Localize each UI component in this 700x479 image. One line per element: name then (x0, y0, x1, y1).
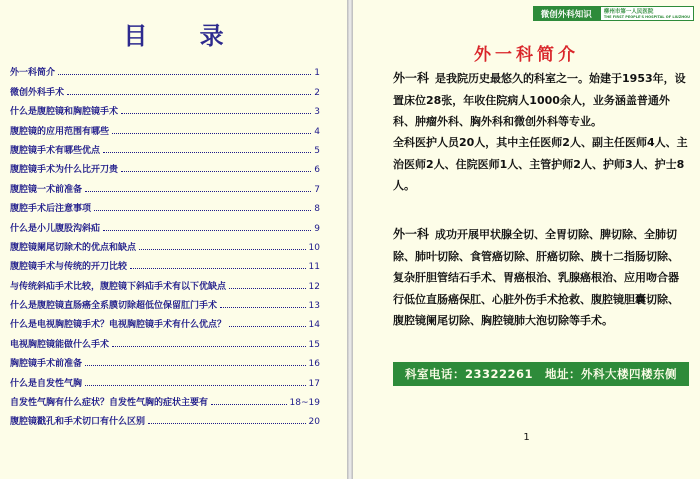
toc-leader-dots (121, 171, 311, 172)
toc-entry (10, 311, 320, 330)
toc-entry-page: 13 (308, 301, 320, 312)
toc-entry-text: 电视胸腔镜能做什么手术 (10, 339, 110, 350)
toc-entry-text: 腹腔镜一术前准备 (10, 184, 83, 195)
toc-entry (10, 78, 320, 97)
toc-entry-text: 腹腔镜戳孔和手术切口有什么区别 (10, 417, 146, 428)
toc-entry (10, 272, 320, 291)
toc-entry-page: 15 (308, 339, 320, 350)
toc-entry-text: 腹腔镜手术有哪些优点 (10, 145, 101, 156)
toc-leader-dots (112, 133, 311, 134)
paragraph-body: 全科医护人员20人，其中主任医师2人、副主任医师4人、主治医师2人、住院医师1人、主管护师2人、护师3人、护士8人。 (393, 136, 688, 192)
toc-entry-page: 1 (314, 68, 320, 79)
toc-entry (10, 292, 320, 311)
toc-entry-text: 腹腔镜阑尾切除术的优点和缺点 (10, 242, 137, 253)
toc-entry (10, 234, 320, 253)
toc-entry-text: 什么是腹腔镜和胸腔镜手术 (10, 107, 119, 118)
intro-paragraph-history (393, 68, 689, 133)
toc-entry-text: 什么是电视胸腔镜手术？电视胸腔镜手术有什么优点？ (10, 320, 227, 331)
toc-list (10, 59, 320, 427)
toc-entry (10, 195, 320, 214)
toc-leader-dots (220, 307, 306, 308)
toc-leader-dots (85, 191, 311, 192)
page-header (533, 6, 694, 21)
page-number: 1 (523, 432, 530, 443)
toc-entry-text: 腹腔镜手术为什么比开刀贵 (10, 165, 119, 176)
toc-entry-page: 16 (308, 359, 320, 370)
toc-entry-text: 与传统斜疝手术比较，腹腔镜下斜疝手术有以下优缺点 (10, 281, 227, 292)
toc-leader-dots (148, 423, 306, 424)
toc-leader-dots (211, 404, 287, 405)
intro-page (353, 0, 700, 479)
toc-entry (10, 137, 320, 156)
hospital-logo-block (600, 6, 694, 21)
intro-paragraph-surgeries (393, 224, 689, 332)
toc-leader-dots (103, 230, 311, 231)
toc-entry-page: 6 (314, 165, 320, 176)
intro-paragraph-staff (393, 132, 689, 197)
toc-entry-page: 9 (314, 223, 320, 234)
toc-entry-page: 14 (308, 320, 320, 331)
toc-entry-text: 什么是腹腔镜直肠癌全系膜切除超低位保留肛门手术 (10, 301, 218, 312)
paragraph-body: 是我院历史最悠久的科室之一。始建于1953年，设置床位28张，年收住院病人1000余人，业务涵盖普通外科、肿瘤外科、胸外科和微创外科等专业。 (393, 72, 686, 128)
toc-entry-text: 什么是自发性气胸 (10, 378, 83, 389)
toc-page (0, 0, 347, 479)
toc-entry-page: 5 (314, 145, 320, 156)
toc-leader-dots (67, 94, 311, 95)
toc-entry (10, 117, 320, 136)
toc-leader-dots (85, 385, 306, 386)
intro-title: 外一科简介 (474, 45, 579, 65)
toc-leader-dots (121, 113, 311, 114)
toc-leader-dots (229, 288, 306, 289)
toc-entry (10, 156, 320, 175)
toc-entry-page: 12 (308, 281, 320, 292)
toc-entry-page: 2 (314, 87, 320, 98)
toc-leader-dots (103, 152, 311, 153)
toc-entry (10, 330, 320, 349)
toc-entry (10, 253, 320, 272)
paragraph-lead: 外一科 (393, 71, 430, 85)
toc-leader-dots (58, 74, 311, 75)
toc-entry (10, 408, 320, 427)
toc-entry-text: 胸腔镜手术前准备 (10, 359, 83, 370)
toc-entry-page: 11 (308, 262, 320, 273)
toc-entry-page: 20 (308, 417, 320, 428)
paragraph-body: 成功开展甲状腺全切、全胃切除、脾切除、全肺切除、肺叶切除、食管癌切除、肝癌切除、胰十二指肠切除、复杂肝胆管结石手术、胃癌根治、乳腺癌根治、应用吻合器行低位直肠癌保肛、心脏外伤手术抢救、腹腔镜胆囊切除、腹腔镜阑尾切除、胸腔镜肺大泡切除等手术。 (393, 228, 679, 327)
toc-entry-page: 3 (314, 107, 320, 118)
toc-entry-text: 什么是小儿腹股沟斜疝 (10, 223, 101, 234)
toc-entry (10, 98, 320, 117)
toc-entry-text: 腹腔手术后注意事项 (10, 204, 92, 215)
toc-title: 目 录 (123, 21, 246, 50)
contact-bar: 科室电话：23322261 地址：外科大楼四楼东侧 (393, 362, 689, 386)
toc-entry-text: 外一科简介 (10, 68, 56, 79)
toc-leader-dots (112, 346, 306, 347)
toc-entry (10, 59, 320, 78)
toc-leader-dots (229, 326, 306, 327)
toc-entry-text: 自发性气胸有什么症状？自发性气胸的症状主要有 (10, 398, 209, 409)
hospital-name-en: THE FIRST PEOPLE'S HOSPITAL OF LIUZHOU (603, 14, 690, 19)
toc-entry (10, 350, 320, 369)
hospital-name: 柳州市第一人民医院 (603, 8, 654, 15)
toc-leader-dots (94, 210, 311, 211)
toc-entry (10, 389, 320, 408)
toc-entry (10, 214, 320, 233)
toc-entry-text: 腹腔镜手术与传统的开刀比较 (10, 262, 128, 273)
toc-entry-page: 4 (314, 126, 320, 137)
paragraph-lead: 外一科 (393, 227, 430, 241)
toc-leader-dots (139, 249, 306, 250)
toc-entry (10, 175, 320, 194)
toc-entry-text: 微创外科手术 (10, 87, 65, 98)
toc-entry-page: 7 (314, 184, 320, 195)
toc-entry-page: 17 (308, 378, 320, 389)
toc-leader-dots (85, 365, 306, 366)
toc-entry-page: 10 (308, 242, 320, 253)
toc-entry (10, 369, 320, 388)
toc-entry-page: 18~19 (289, 398, 320, 409)
section-label: 微创外科知识 (533, 6, 600, 21)
toc-entry-page: 8 (314, 204, 320, 215)
toc-entry-text: 腹腔镜的应用范围有哪些 (10, 126, 110, 137)
toc-leader-dots (130, 268, 306, 269)
